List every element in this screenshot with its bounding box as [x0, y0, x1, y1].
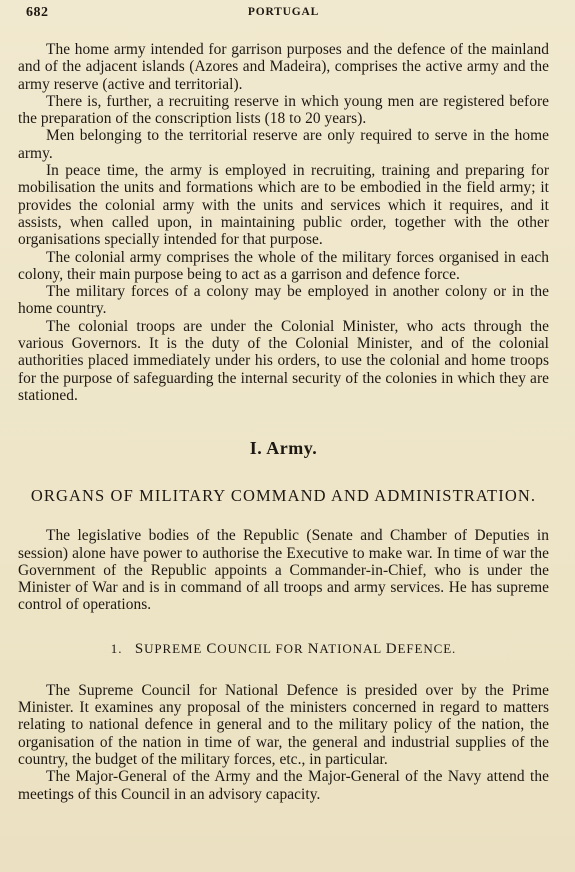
running-head [18, 5, 549, 25]
paragraph: The home army intended for garrison purposes and the defence of the mainland and of the adjacent islands (Azores and Madeira), comprises the active army and the army reserve (active and territorial). [18, 41, 549, 93]
paragraph: There is, further, a recruiting reserve in which young men are registered before the preparation of the conscription lists (18 to 20 years). [18, 92, 549, 128]
subsection-title: SUPREME COUNCIL FOR NATIONAL DEFENCE. [134, 640, 457, 657]
chapter-heading: I. Army. [249, 438, 318, 459]
paragraph: In peace time, the army is employed in recruiting, training and preparing for mobilisation the units and formations which are to be embodied in the field army; it provides the colonial army with the units and services which it requires, and it assists, when called upon, in maintaining public order, together with the other organisations specially intended for that purpose. [18, 162, 549, 249]
paragraph: The Supreme Council for National Defence is presided over by the Prime Minister. It examines any proposal of the ministers concerned in regard to matters relating to national defence in general and to the military policy of the nation, the organisation of the nation in time of war, the general and industrial supplies of the country, the budget of the military forces, etc., in particular. [18, 681, 549, 768]
intro-section [18, 41, 549, 404]
page-number: 682 [26, 5, 49, 20]
subsection-heading [18, 641, 549, 658]
paragraph: The Major-General of the Army and the Major-General of the Navy attend the meetings of this Council in an advisory capacity. [18, 768, 549, 803]
paragraph: Men belonging to the territorial reserve are only required to serve in the home army. [18, 127, 549, 162]
command-section [18, 527, 549, 613]
paragraph: The legislative bodies of the Republic (Senate and Chamber of Deputies in session) alone have power to authorise the Executive to make war. In time of war the Government of the Republic appoints a Commander-in-Chief, who is under the Minister of War and is in command of all troops and army services. He has supreme control of operations. [18, 527, 549, 614]
paragraph: The colonial army comprises the whole of the military forces organised in each colony, their main purpose being to act as a garrison and defence force. [18, 248, 549, 283]
paragraph: The colonial troops are under the Colonial Minister, who acts through the various Governors. It is the duty of the Colonial Minister, and of the colonial authorities placed immediately under his orders, to use the colonial and home troops for the purpose of safeguarding the internal security of the colonies in which they are stationed. [18, 317, 549, 404]
running-title: PORTUGAL [247, 6, 320, 18]
council-section [18, 682, 549, 803]
paragraph: The military forces of a colony may be employed in another colony or in the home country. [18, 283, 549, 318]
section-heading: ORGANS OF MILITARY COMMAND AND ADMINISTRATION. [30, 486, 537, 506]
subsection-number: 1. [110, 640, 123, 656]
